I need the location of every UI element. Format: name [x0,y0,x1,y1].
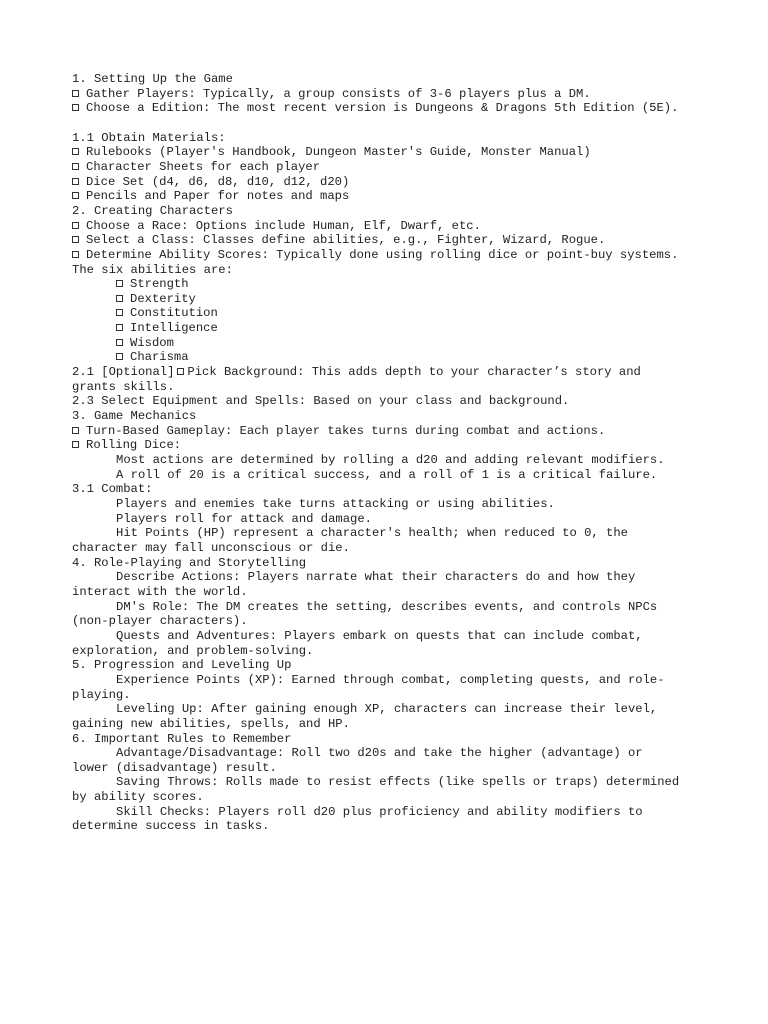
list-item [72,438,712,453]
list-item-text: Select a Class: Classes define abilities, e.g., Fighter, Wizard, Rogue. [86,233,606,248]
section-heading: 2. Creating Characters [72,203,233,218]
paragraph-line: Saving Throws: Rolls made to resist effects (like spells or traps) determined [116,775,680,790]
ability-name: Strength [130,277,189,292]
square-bullet-icon [72,163,79,170]
paragraph-line: exploration, and problem-solving. [72,643,314,658]
square-bullet-icon [116,353,123,360]
list-item [72,160,712,175]
blank-line [72,116,712,131]
section-heading: 4. Role-Playing and Storytelling [72,555,307,570]
ability-name: Dexterity [130,291,196,306]
list-item-text: Character Sheets for each player [86,159,321,174]
paragraph-line: Describe Actions: Players narrate what their characters do and how they [116,570,636,585]
square-bullet-icon [72,192,79,199]
section-heading: 3.1 Combat: [72,482,153,497]
list-item-text: Rulebooks (Player's Handbook, Dungeon Master's Guide, Monster Manual) [86,145,591,160]
list-item [72,233,712,248]
list-item-text: Choose a Race: Options include Human, Elf, Dwarf, etc. [86,218,481,233]
square-bullet-icon [116,295,123,302]
list-item-text: Choose a Edition: The most recent version is Dungeons & Dragons 5th Edition (5E). [86,101,679,116]
ability-name: Charisma [130,350,189,365]
paragraph-text: Pick Background: This adds depth to your character’s story and [187,365,641,380]
square-bullet-icon [72,236,79,243]
list-item [72,424,712,439]
list-item [72,189,712,204]
list-item [72,145,712,160]
paragraph-line: Experience Points (XP): Earned through combat, completing quests, and role- [116,672,665,687]
list-item [72,87,712,102]
list-item [72,306,712,321]
list-item [72,248,712,263]
list-item-text: Dice Set (d4, d6, d8, d10, d12, d20) [86,174,350,189]
document-page [72,72,712,834]
square-bullet-icon [177,368,184,375]
square-bullet-icon [116,339,123,346]
list-item-text: Gather Players: Typically, a group consists of 3-6 players plus a DM. [86,86,591,101]
list-item [72,350,712,365]
paragraph-line: (non-player characters). [72,614,248,629]
list-item [72,277,712,292]
list-item [72,175,712,190]
square-bullet-icon [116,280,123,287]
square-bullet-icon [72,427,79,434]
list-item-text: Pencils and Paper for notes and maps [86,189,350,204]
section-number: 2.1 [Optional] [72,365,175,380]
square-bullet-icon [72,441,79,448]
paragraph-line: interact with the world. [72,584,248,599]
paragraph-line: The six abilities are: [72,262,233,277]
section-heading: 5. Progression and Leveling Up [72,658,292,673]
square-bullet-icon [72,104,79,111]
paragraph-line: Quests and Adventures: Players embark on quests that can include combat, [116,628,643,643]
paragraph-line: Skill Checks: Players roll d20 plus proficiency and ability modifiers to [116,804,643,819]
paragraph-line: Advantage/Disadvantage: Roll two d20s and take the higher (advantage) or [116,746,643,761]
list-item-text: Determine Ability Scores: Typically done using rolling dice or point-buy systems. [86,247,679,262]
ability-name: Intelligence [130,321,218,336]
square-bullet-icon [72,178,79,185]
paragraph-line: gaining new abilities, spells, and HP. [72,716,350,731]
list-item [72,219,712,234]
paragraph-line: DM's Role: The DM creates the setting, describes events, and controls NPCs [116,599,658,614]
paragraph-line [72,365,712,380]
paragraph-line: Most actions are determined by rolling a d20 and adding relevant modifiers. [116,453,665,468]
list-item [72,292,712,307]
paragraph-line: by ability scores. [72,790,204,805]
section-heading: 1. Setting Up the Game [72,72,233,86]
paragraph-line: playing. [72,687,131,702]
square-bullet-icon [72,251,79,258]
paragraph-line: Leveling Up: After gaining enough XP, characters can increase their level, [116,702,658,717]
paragraph-line: lower (disadvantage) result. [72,760,277,775]
section-heading: 2.3 Select Equipment and Spells: Based on your class and background. [72,394,570,409]
section-heading: 1.1 Obtain Materials: [72,130,226,145]
square-bullet-icon [116,309,123,316]
paragraph-line: Players and enemies take turns attacking or using abilities. [116,497,555,512]
list-item [72,101,712,116]
list-item-text: Rolling Dice: [86,438,182,453]
square-bullet-icon [72,222,79,229]
square-bullet-icon [72,148,79,155]
square-bullet-icon [72,90,79,97]
ability-name: Constitution [130,306,218,321]
paragraph-line: Players roll for attack and damage. [116,511,372,526]
list-item [72,321,712,336]
paragraph-line: Hit Points (HP) represent a character's health; when reduced to 0, the [116,526,628,541]
square-bullet-icon [116,324,123,331]
section-heading: 6. Important Rules to Remember [72,731,292,746]
paragraph-line: determine success in tasks. [72,819,270,834]
section-heading: 3. Game Mechanics [72,409,197,424]
paragraph-line: A roll of 20 is a critical success, and a roll of 1 is a critical failure. [116,467,658,482]
ability-name: Wisdom [130,335,174,350]
paragraph-line: grants skills. [72,379,175,394]
list-item [72,336,712,351]
paragraph-line: character may fall unconscious or die. [72,540,350,555]
list-item-text: Turn-Based Gameplay: Each player takes turns during combat and actions. [86,423,606,438]
